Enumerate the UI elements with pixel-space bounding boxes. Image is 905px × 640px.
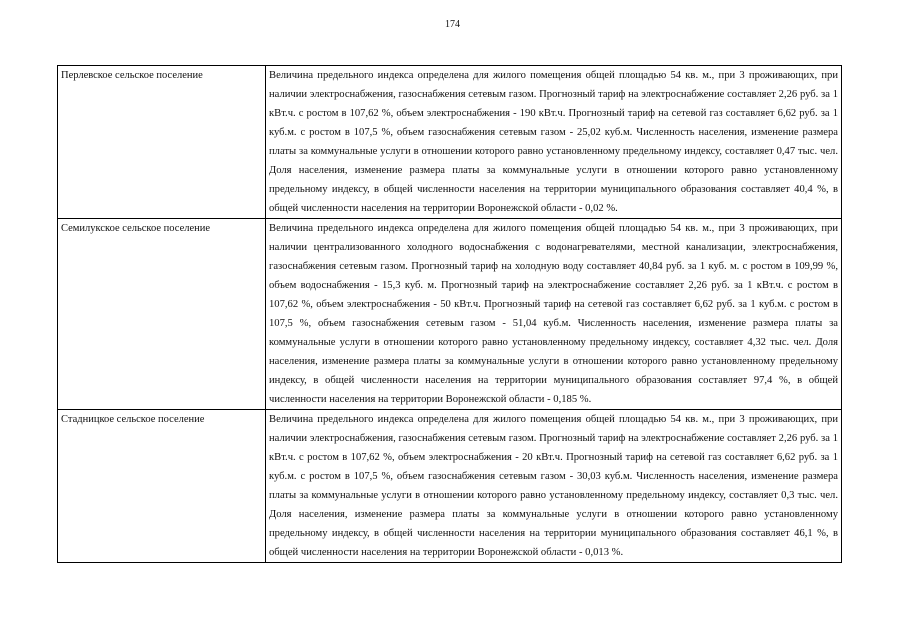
description-cell [266, 410, 842, 563]
settlement-description: Величина предельного индекса определена для жилого помещения общей площадью 54 кв. м., при 3 проживающих, при наличии централизованного холодного водоснабжения с водонагревателями, местной канализации, электроснабжения, газоснабжения сетевым газом. Прогнозный тариф на холодную воду составляет 40,84 руб. за 1 куб. м. с ростом в 109,99 %, объем водоснабжения - 15,3 куб. м. Прогнозный тариф на электроснабжение составляет 2,26 руб. за 1 кВт.ч. с ростом в 107,62 %, объем электроснабжения - 50 кВт.ч. Прогнозный тариф на сетевой газ составляет 6,62 руб. за 1 куб.м. с ростом в 107,5 %, объем газоснабжения сетевым газом - 51,04 куб.м. Численность населения, изменение размера платы за коммунальные услуги в отношении которого равно установленному предельному индексу, составляет 4,32 тыс. чел. Доля населения, изменение размера платы за коммунальные услуги в отношении которого равно установленному предельному индексу, в общей численности населения на территории муниципального образования составляет 97,4 %, в общей численности населения на территории Воронежской области - 0,185 %. [269, 223, 838, 405]
settlement-name: Семилукское сельское поселение [61, 223, 211, 234]
settlements-table [57, 65, 842, 563]
page-number: 174 [445, 19, 460, 30]
description-cell [266, 219, 842, 410]
description-cell [266, 66, 842, 219]
settlement-name-cell [58, 219, 266, 410]
table-row [58, 66, 842, 219]
settlement-name-cell [58, 410, 266, 563]
table-row [58, 219, 842, 410]
settlement-name-cell [58, 66, 266, 219]
settlement-description: Величина предельного индекса определена для жилого помещения общей площадью 54 кв. м., при 3 проживающих, при наличии электроснабжения, газоснабжения сетевым газом. Прогнозный тариф на электроснабжение составляет 2,26 руб. за 1 кВт.ч. с ростом в 107,62 %, объем электроснабжения - 190 кВт.ч. Прогнозный тариф на сетевой газ составляет 6,62 руб. за 1 куб.м. с ростом в 107,5 %, объем газоснабжения сетевым газом - 25,02 куб.м. Численность населения, изменение размера платы за коммунальные услуги в отношении которого равно установленному предельному индексу, составляет 0,47 тыс. чел. Доля населения, изменение размера платы за коммунальные услуги в отношении которого равно установленному предельному индексу, в общей численности населения на территории муниципального образования составляет 40,4 %, в общей численности населения на территории Воронежской области - 0,02 %. [269, 70, 838, 214]
settlement-description: Величина предельного индекса определена для жилого помещения общей площадью 54 кв. м., при 3 проживающих, при наличии электроснабжения, газоснабжения сетевым газом. Прогнозный тариф на электроснабжение составляет 2,26 руб. за 1 кВт.ч. с ростом в 107,62 %, объем электроснабжения - 20 кВт.ч. Прогнозный тариф на сетевой газ составляет 6,62 руб. за 1 куб.м. с ростом в 107,5 %, объем газоснабжения сетевым газом - 30,03 куб.м. Численность населения, изменение размера платы за коммунальные услуги в отношении которого равно установленному предельному индексу, составляет 0,3 тыс. чел. Доля населения, изменение размера платы за коммунальные услуги в отношении которого равно установленному предельному индексу, в общей численности населения на территории муниципального образования составляет 46,1 %, в общей численности населения на территории Воронежской области - 0,013 %. [269, 414, 838, 558]
settlement-name: Стадницкое сельское поселение [61, 414, 205, 425]
table-row [58, 410, 842, 563]
settlement-name: Перлевское сельское поселение [61, 70, 203, 81]
